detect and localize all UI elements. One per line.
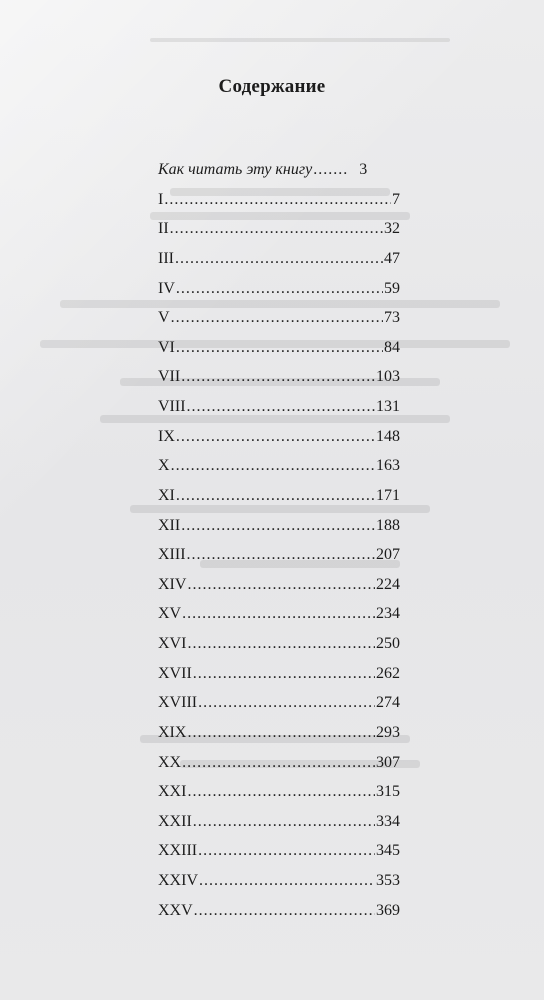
dot-leader	[187, 545, 375, 565]
toc-entry-label: VIII	[158, 398, 186, 415]
toc-entry-page-number: 315	[376, 783, 400, 801]
dot-leader	[182, 604, 375, 624]
toc-entry-page-number: 274	[376, 694, 400, 712]
dot-leader	[181, 516, 375, 536]
toc-entry	[158, 190, 400, 220]
dot-leader	[187, 782, 375, 802]
dot-leader	[171, 456, 375, 476]
toc-entry	[158, 901, 400, 931]
toc-entry	[158, 545, 400, 575]
toc-entry-label: XVIII	[158, 694, 198, 712]
dot-leader	[176, 486, 375, 506]
toc-entry-label: III	[158, 249, 174, 267]
dot-leader	[176, 427, 375, 447]
toc-entry-label: VI	[158, 338, 175, 356]
toc-entry	[158, 871, 400, 901]
toc-entry-page-number: 163	[376, 457, 400, 475]
toc-entry	[158, 486, 400, 516]
toc-entry-label: II	[158, 220, 169, 238]
toc-entry-page-number: 103	[376, 368, 400, 386]
toc-entry-label: I	[158, 190, 164, 208]
toc-entry-page-number: 47	[384, 249, 400, 267]
toc-entry-label: XXI	[158, 783, 187, 801]
toc-entry-label: XXV	[158, 901, 193, 919]
toc-entry-label: X	[158, 457, 170, 475]
toc-entry	[158, 279, 400, 309]
toc-entry-page-number: 262	[376, 664, 400, 682]
toc-entry-page-number: 32	[384, 220, 400, 238]
toc-entry	[158, 812, 400, 842]
toc-entry	[158, 427, 400, 457]
toc-entry-label: Как читать эту книгу	[158, 161, 313, 178]
toc-entry	[158, 516, 400, 546]
toc-entry	[158, 160, 400, 190]
toc-entry-page-number: 353	[376, 872, 400, 889]
toc-entry	[158, 753, 400, 783]
toc-entry	[158, 841, 400, 871]
toc-entry-page-number: 369	[376, 901, 400, 919]
toc-entry-label: XV	[158, 605, 182, 623]
toc-entry-page-number: 293	[376, 723, 400, 741]
toc-entry-page-number: 73	[384, 309, 400, 327]
toc-entry	[158, 219, 400, 249]
toc-entry-page-number: 3	[359, 161, 368, 178]
toc-entry-page-number: 131	[376, 398, 400, 415]
toc-entry-page-number: 7	[392, 190, 400, 208]
toc-entry-label: XXII	[158, 812, 192, 830]
page-title: Содержание	[218, 76, 326, 97]
toc-entry	[158, 634, 400, 664]
toc-entry-page-number: 224	[376, 575, 400, 593]
toc-entry	[158, 782, 400, 812]
toc-entry	[158, 308, 400, 338]
dot-leader	[176, 279, 383, 299]
dot-leader	[164, 190, 391, 210]
toc-entry-page-number: 234	[376, 605, 400, 623]
toc-entry-page-number: 334	[376, 812, 400, 830]
dot-leader	[187, 723, 375, 743]
toc-entry-label: IV	[158, 279, 175, 297]
toc-entry	[158, 338, 400, 368]
dot-leader	[171, 308, 383, 328]
toc-entry-label: XII	[158, 516, 181, 534]
toc-entry-label: XVII	[158, 664, 192, 682]
toc-entry-label: XIV	[158, 575, 187, 593]
toc-entry-page-number: 188	[376, 516, 400, 534]
toc-entry-label: XVI	[158, 635, 187, 652]
toc-entry-page-number: 207	[376, 546, 400, 564]
toc-entry-page-number: 59	[384, 279, 400, 297]
toc-entry-label: XIX	[158, 723, 187, 741]
dot-leader	[194, 901, 375, 921]
dot-leader	[313, 160, 348, 180]
toc-entry-page-number: 307	[376, 753, 400, 771]
toc-entry-label: XXIV	[158, 872, 198, 889]
toc-entry-label: XIII	[158, 546, 186, 564]
table-of-contents	[158, 160, 400, 930]
toc-entry	[158, 664, 400, 694]
toc-entry-page-number: 250	[376, 635, 400, 652]
dot-leader	[182, 753, 375, 773]
toc-entry	[158, 723, 400, 753]
toc-entry-page-number: 84	[384, 338, 400, 356]
dot-leader	[175, 249, 383, 269]
toc-entry-label: XXIII	[158, 842, 198, 860]
toc-entry-label: XX	[158, 753, 182, 771]
dot-leader	[199, 871, 375, 891]
dot-leader	[187, 634, 375, 654]
toc-entry-label: VII	[158, 368, 181, 386]
toc-entry	[158, 367, 400, 397]
dot-leader	[187, 397, 375, 417]
toc-entry	[158, 456, 400, 486]
toc-entry-label: IX	[158, 427, 175, 445]
toc-entry-label: V	[158, 309, 170, 327]
dot-leader	[187, 575, 375, 595]
toc-entry	[158, 575, 400, 605]
dot-leader	[193, 664, 375, 684]
toc-entry-page-number: 345	[376, 842, 400, 860]
toc-entry-label: XI	[158, 486, 175, 504]
toc-entry	[158, 604, 400, 634]
toc-entry	[158, 249, 400, 279]
toc-entry	[158, 693, 400, 723]
dot-leader	[176, 338, 383, 358]
dot-leader	[193, 812, 375, 832]
toc-entry-page-number: 148	[376, 427, 400, 445]
dot-leader	[170, 219, 383, 239]
toc-entry-page-number: 171	[376, 486, 400, 504]
dot-leader	[181, 367, 375, 387]
toc-entry	[158, 397, 400, 427]
dot-leader	[198, 693, 375, 713]
dot-leader	[198, 841, 375, 861]
